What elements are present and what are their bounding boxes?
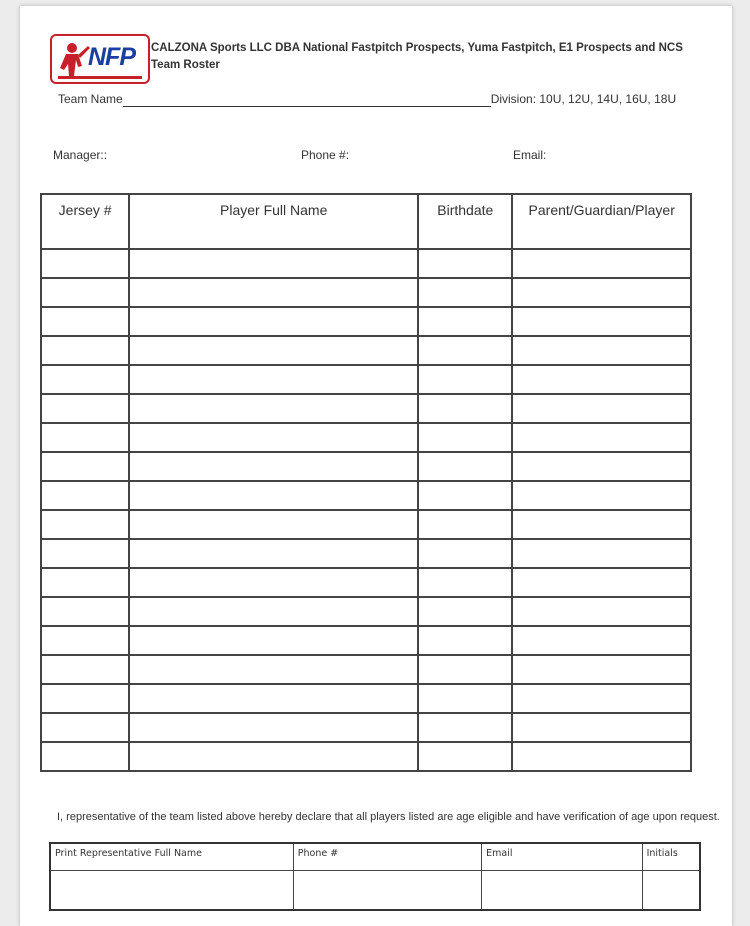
jersey-cell[interactable] [41, 336, 129, 365]
rep-email-header: Email [482, 843, 642, 871]
roster-row[interactable] [41, 626, 691, 655]
roster-body [41, 249, 691, 771]
birthdate-cell[interactable] [418, 365, 512, 394]
roster-row[interactable] [41, 365, 691, 394]
jersey-cell[interactable] [41, 365, 129, 394]
player-name-column-header: Player Full Name [129, 194, 418, 249]
birthdate-cell[interactable] [418, 336, 512, 365]
roster-row[interactable] [41, 336, 691, 365]
manager-label: Manager:: [53, 148, 108, 162]
guardian-cell[interactable] [512, 626, 691, 655]
jersey-cell[interactable] [41, 539, 129, 568]
jersey-cell[interactable] [41, 684, 129, 713]
player-name-cell[interactable] [129, 336, 418, 365]
player-name-cell[interactable] [129, 742, 418, 771]
rep-initials-cell[interactable] [642, 871, 700, 911]
guardian-cell[interactable] [512, 452, 691, 481]
guardian-cell[interactable] [512, 655, 691, 684]
rep-phone-cell[interactable] [293, 871, 481, 911]
jersey-column-header: Jersey # [41, 194, 129, 249]
team-name-field[interactable] [58, 92, 676, 107]
birthdate-cell[interactable] [418, 655, 512, 684]
birthdate-cell[interactable] [418, 510, 512, 539]
logo-text: NFP [88, 43, 135, 71]
representative-header-row [50, 843, 700, 871]
jersey-cell[interactable] [41, 742, 129, 771]
guardian-cell[interactable] [512, 713, 691, 742]
player-name-cell[interactable] [129, 655, 418, 684]
jersey-cell[interactable] [41, 568, 129, 597]
player-name-cell[interactable] [129, 394, 418, 423]
roster-row[interactable] [41, 539, 691, 568]
roster-row[interactable] [41, 684, 691, 713]
player-name-cell[interactable] [129, 452, 418, 481]
player-name-cell[interactable] [129, 539, 418, 568]
jersey-cell[interactable] [41, 249, 129, 278]
guardian-cell[interactable] [512, 597, 691, 626]
roster-row[interactable] [41, 481, 691, 510]
player-name-cell[interactable] [129, 597, 418, 626]
birthdate-cell[interactable] [418, 684, 512, 713]
declaration-text: I, representative of the team listed above hereby declare that all players listed are age eligible and have verification of age upon request. [57, 811, 720, 823]
birthdate-cell[interactable] [418, 423, 512, 452]
guardian-column-header: Parent/Guardian/Player [512, 194, 691, 249]
document-title: Team Roster [151, 59, 220, 71]
company-name: CALZONA Sports LLC DBA National Fastpitch Prospects, Yuma Fastpitch, E1 Prospects and NCS [151, 42, 683, 54]
jersey-cell[interactable] [41, 307, 129, 336]
jersey-cell[interactable] [41, 626, 129, 655]
birthdate-cell[interactable] [418, 249, 512, 278]
rep-initials-header: Initials [642, 843, 700, 871]
roster-row[interactable] [41, 394, 691, 423]
jersey-cell[interactable] [41, 713, 129, 742]
guardian-cell[interactable] [512, 249, 691, 278]
birthdate-cell[interactable] [418, 278, 512, 307]
nfp-logo [50, 34, 150, 84]
birthdate-cell[interactable] [418, 568, 512, 597]
player-name-cell[interactable] [129, 278, 418, 307]
representative-table [49, 842, 701, 911]
roster-row[interactable] [41, 278, 691, 307]
roster-row[interactable] [41, 742, 691, 771]
birthdate-cell[interactable] [418, 742, 512, 771]
division-label: Division: 10U, 12U, 14U, 16U, 18U [490, 92, 677, 106]
guardian-cell[interactable] [512, 568, 691, 597]
player-name-cell[interactable] [129, 510, 418, 539]
jersey-cell[interactable] [41, 394, 129, 423]
guardian-cell[interactable] [512, 365, 691, 394]
rep-name-cell[interactable] [50, 871, 293, 911]
guardian-cell[interactable] [512, 278, 691, 307]
jersey-cell[interactable] [41, 481, 129, 510]
birthdate-cell[interactable] [418, 597, 512, 626]
roster-row[interactable] [41, 510, 691, 539]
birthdate-cell[interactable] [418, 539, 512, 568]
phone-label: Phone #: [301, 148, 350, 162]
guardian-cell[interactable] [512, 394, 691, 423]
jersey-cell[interactable] [41, 510, 129, 539]
team-name-blank[interactable] [123, 92, 491, 107]
roster-row[interactable] [41, 423, 691, 452]
birthdate-cell[interactable] [418, 452, 512, 481]
guardian-cell[interactable] [512, 423, 691, 452]
guardian-cell[interactable] [512, 539, 691, 568]
birthdate-column-header: Birthdate [418, 194, 512, 249]
roster-row[interactable] [41, 568, 691, 597]
header-title [151, 40, 683, 74]
player-name-cell[interactable] [129, 568, 418, 597]
guardian-cell[interactable] [512, 742, 691, 771]
player-name-cell[interactable] [129, 626, 418, 655]
rep-email-cell[interactable] [482, 871, 642, 911]
player-name-cell[interactable] [129, 307, 418, 336]
roster-row[interactable] [41, 597, 691, 626]
rep-name-header: Print Representative Full Name [50, 843, 293, 871]
jersey-cell[interactable] [41, 423, 129, 452]
rep-phone-header: Phone # [293, 843, 481, 871]
jersey-cell[interactable] [41, 597, 129, 626]
birthdate-cell[interactable] [418, 626, 512, 655]
player-name-cell[interactable] [129, 249, 418, 278]
roster-row[interactable] [41, 452, 691, 481]
player-name-cell[interactable] [129, 684, 418, 713]
roster-row[interactable] [41, 307, 691, 336]
jersey-cell[interactable] [41, 278, 129, 307]
roster-row[interactable] [41, 713, 691, 742]
birthdate-cell[interactable] [418, 481, 512, 510]
guardian-cell[interactable] [512, 510, 691, 539]
birthdate-cell[interactable] [418, 394, 512, 423]
jersey-cell[interactable] [41, 655, 129, 684]
player-name-cell[interactable] [129, 365, 418, 394]
guardian-cell[interactable] [512, 336, 691, 365]
representative-entry-row[interactable] [50, 871, 700, 911]
jersey-cell[interactable] [41, 452, 129, 481]
roster-row[interactable] [41, 655, 691, 684]
guardian-cell[interactable] [512, 307, 691, 336]
roster-table [40, 193, 692, 772]
email-label: Email: [513, 148, 547, 162]
roster-header-row [41, 194, 691, 249]
team-name-label: Team Name [58, 92, 123, 106]
player-name-cell[interactable] [129, 713, 418, 742]
guardian-cell[interactable] [512, 684, 691, 713]
birthdate-cell[interactable] [418, 307, 512, 336]
roster-page [20, 6, 732, 926]
roster-row[interactable] [41, 249, 691, 278]
birthdate-cell[interactable] [418, 713, 512, 742]
player-name-cell[interactable] [129, 423, 418, 452]
player-name-cell[interactable] [129, 481, 418, 510]
guardian-cell[interactable] [512, 481, 691, 510]
